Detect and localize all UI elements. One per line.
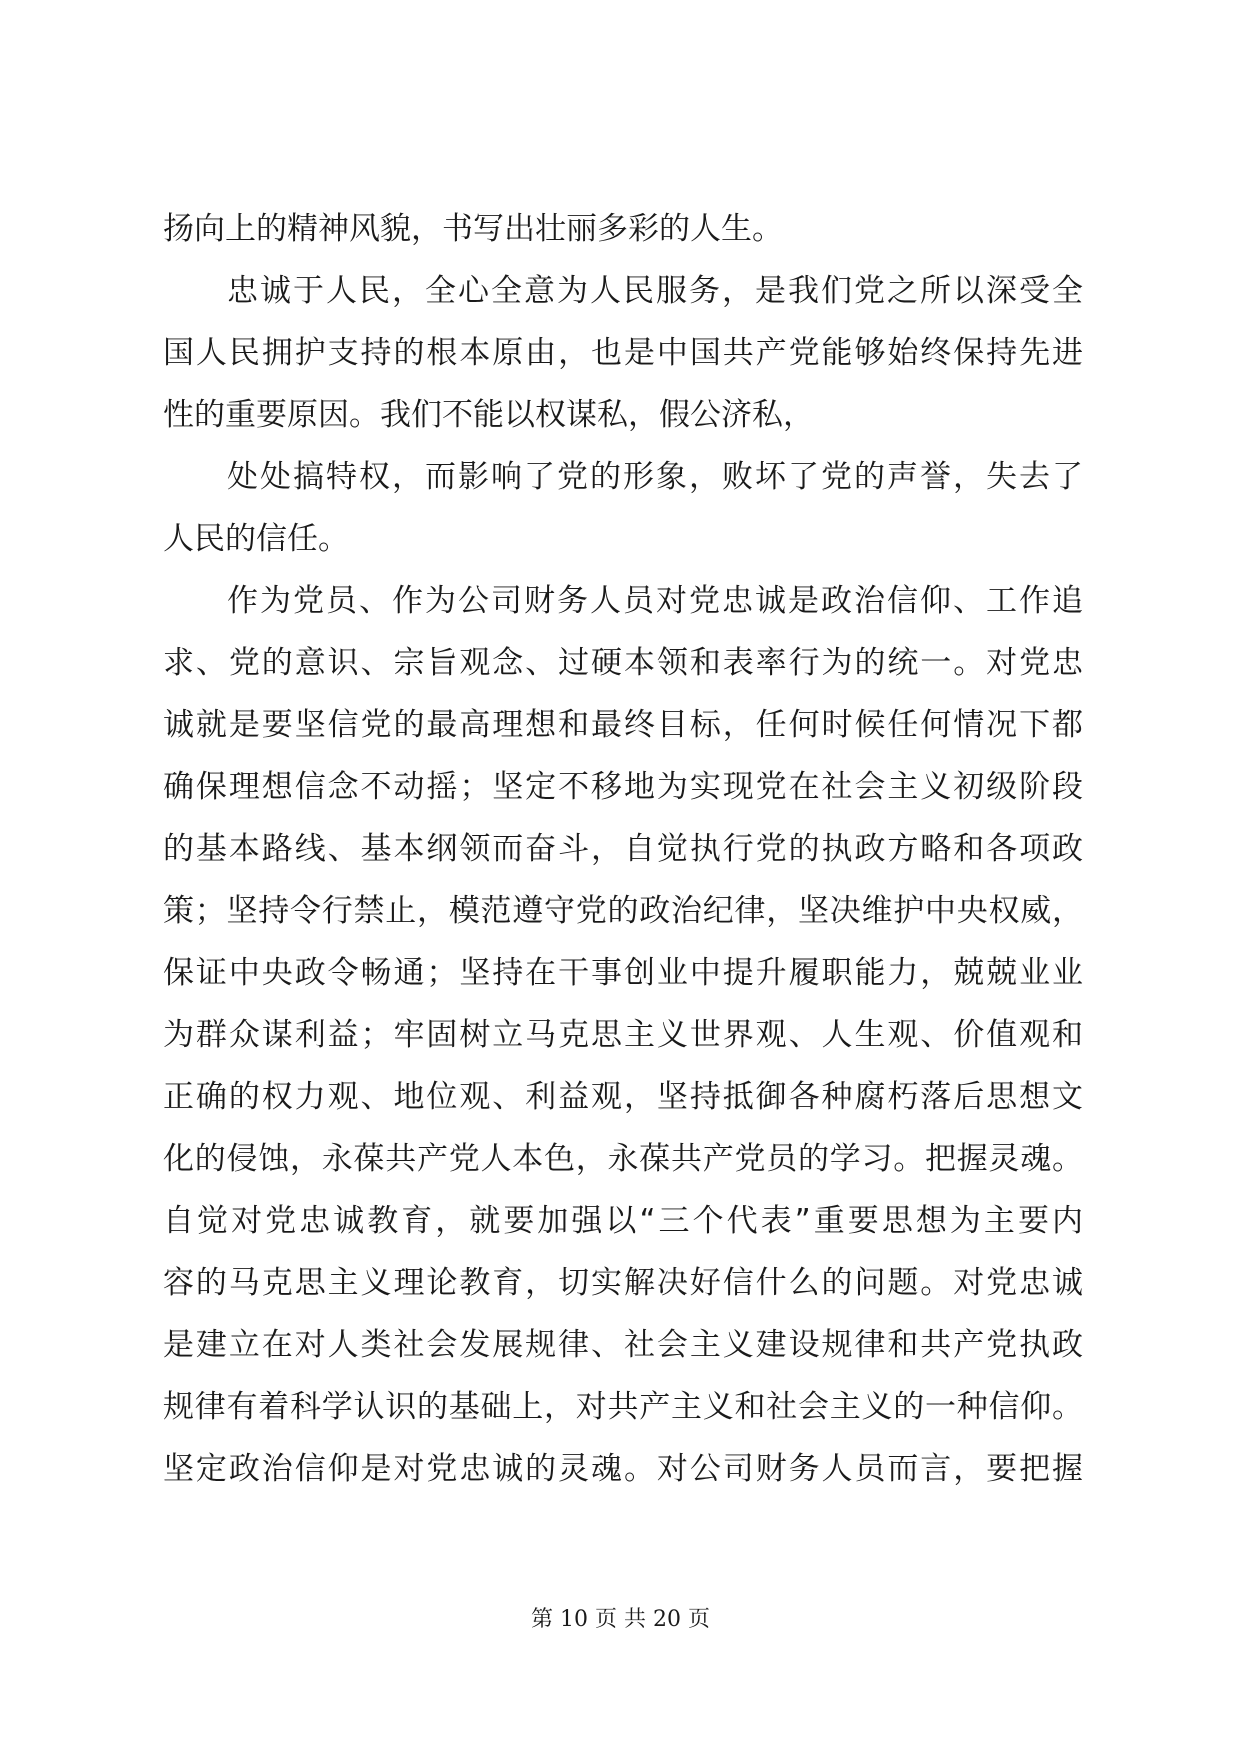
text-line: 作为党员、作为公司财务人员对党忠诚是政治信仰、工作追 (227, 583, 1083, 619)
text-line: 确保理想信念不动摇；坚定不移地为实现党在社会主义初级阶段 (163, 769, 1083, 805)
text-line: 性的重要原因。我们不能以权谋私，假公济私， (163, 397, 814, 433)
page-footer: 第 10 页 共 20 页 (531, 1607, 710, 1632)
text-line: 人民的信任。 (163, 521, 349, 557)
text-line: 求、党的意识、宗旨观念、过硬本领和表率行为的统一。对党忠 (163, 645, 1083, 681)
text-line: 自觉对党忠诚教育，就要加强以“三个代表”重要思想为主要内 (163, 1203, 1083, 1239)
text-line: 策；坚持令行禁止，模范遵守党的政治纪律，坚决维护中央权威， (163, 893, 1083, 929)
text-line: 容的马克思主义理论教育，切实解决好信什么的问题。对党忠诚 (163, 1265, 1083, 1301)
text-line: 扬向上的精神风貌，书写出壮丽多彩的人生。 (163, 211, 783, 247)
text-line: 的基本路线、基本纲领而奋斗，自觉执行党的执政方略和各项政 (163, 831, 1083, 867)
text-line: 处处搞特权，而影响了党的形象，败坏了党的声誉，失去了 (227, 459, 1083, 495)
text-line: 保证中央政令畅通；坚持在干事创业中提升履职能力，兢兢业业 (163, 955, 1083, 991)
text-line: 正确的权力观、地位观、利益观，坚持抵御各种腐朽落后思想文 (163, 1079, 1083, 1115)
text-line: 忠诚于人民，全心全意为人民服务，是我们党之所以深受全 (227, 273, 1083, 309)
text-line: 国人民拥护支持的根本原由，也是中国共产党能够始终保持先进 (163, 335, 1083, 371)
text-line: 诚就是要坚信党的最高理想和最终目标，任何时候任何情况下都 (163, 707, 1083, 743)
text-line: 规律有着科学认识的基础上，对共产主义和社会主义的一种信仰。 (163, 1389, 1083, 1425)
text-line: 化的侵蚀，永葆共产党人本色，永葆共产党员的学习。把握灵魂。 (163, 1141, 1083, 1177)
text-line: 为群众谋利益；牢固树立马克思主义世界观、人生观、价值观和 (163, 1017, 1083, 1053)
body-text (163, 198, 1083, 1500)
text-line: 是建立在对人类社会发展规律、社会主义建设规律和共产党执政 (163, 1327, 1083, 1363)
text-line: 坚定政治信仰是对党忠诚的灵魂。对公司财务人员而言，要把握 (163, 1451, 1083, 1487)
